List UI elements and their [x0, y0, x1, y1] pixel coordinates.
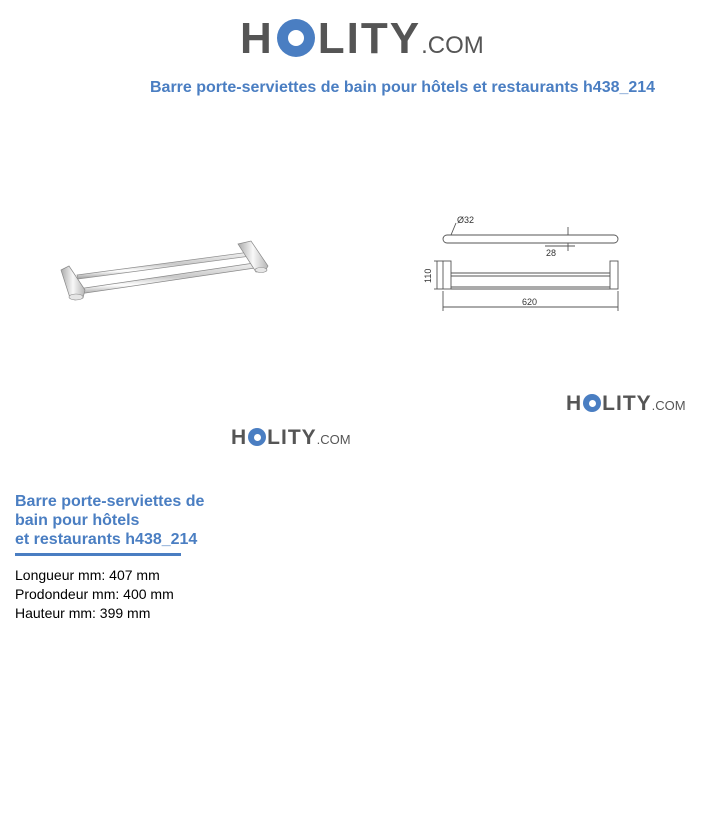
product-specs [15, 566, 174, 623]
front-view-post-right [610, 261, 618, 289]
gap-label: 28 [546, 248, 557, 258]
bracket-left-end [69, 294, 83, 300]
bracket-right-end [255, 268, 267, 273]
site-logo[interactable] [240, 14, 484, 64]
logo-o-icon [583, 394, 601, 412]
logo-text-post: LITY [317, 14, 422, 63]
logo-text-post: LITY [267, 426, 317, 449]
watermark-logo-left [231, 426, 351, 450]
logo-o-icon [248, 428, 266, 446]
rail-back [77, 252, 251, 279]
watermark-logo-right [566, 392, 686, 416]
logo-text-pre: H [231, 426, 248, 449]
product-title-line: et restaurants h438_214 [15, 531, 198, 548]
spec-length: Longueur mm: 407 mm [15, 567, 160, 583]
product-title [15, 492, 225, 549]
page-title: Barre porte-serviettes de bain pour hôtels et restaurants h438_214 [150, 79, 656, 96]
product-photo [55, 230, 275, 310]
spec-depth: Prodondeur mm: 400 mm [15, 586, 174, 602]
logo-tld: .COM [316, 432, 351, 447]
logo-tld: .COM [421, 32, 484, 59]
height-label: 110 [423, 268, 433, 283]
width-label: 620 [522, 297, 538, 307]
logo-text-post: LITY [602, 392, 652, 415]
technical-drawing [420, 205, 630, 315]
logo-tld: .COM [651, 398, 686, 413]
title-underline [15, 553, 181, 556]
logo-o-icon [277, 19, 315, 57]
front-view-post-left [443, 261, 451, 289]
top-view-bar [443, 235, 618, 243]
diameter-label: Ø32 [457, 215, 475, 225]
logo-text-pre: H [566, 392, 583, 415]
product-title-line: bain pour hôtels [15, 512, 140, 529]
product-title-line: Barre porte-serviettes de [15, 493, 205, 510]
logo-text-pre: H [240, 14, 274, 63]
spec-height: Hauteur mm: 399 mm [15, 605, 151, 621]
